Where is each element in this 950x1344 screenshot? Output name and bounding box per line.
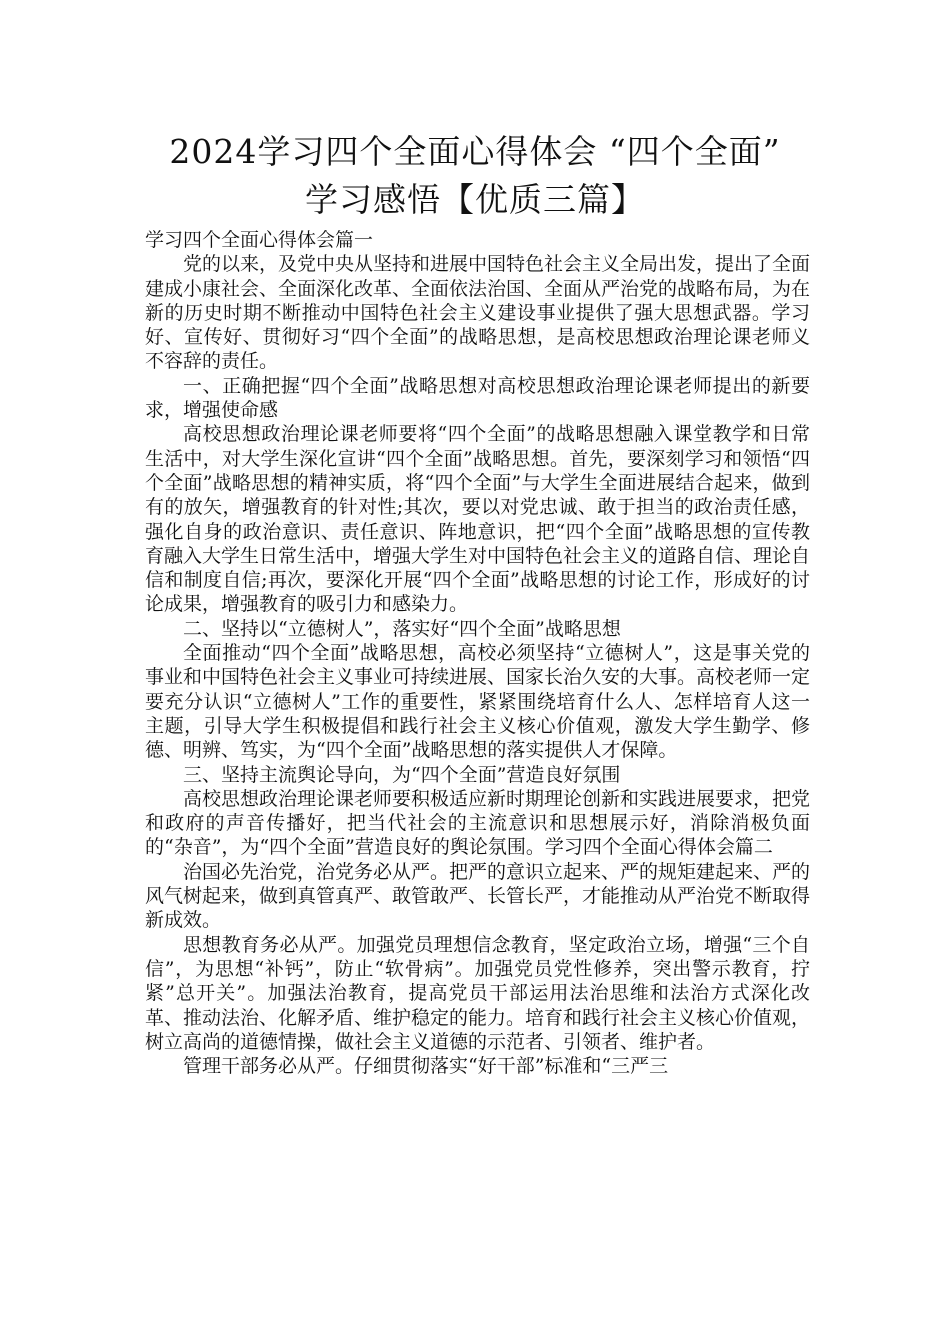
paragraph: 高校思想政治理论课老师要积极适应新时期理论创新和实践进展要求，把党和政府的声音传播好，把当代社会的主流意识和思想展示好，消除消极负面的“杂音”，为“四个全面”营造良好的舆论氛围。学习四个全面心得体会篇二	[145, 787, 811, 859]
section-heading-part-1: 学习四个全面心得体会篇一	[145, 229, 374, 251]
paragraph: 管理干部务必从严。仔细贯彻落实“好干部”标准和“三严三	[183, 1055, 669, 1078]
title-line-1: 2024学习四个全面心得体会 “四个全面”	[169, 132, 781, 171]
paragraph: 思想教育务必从严。加强党员理想信念教育，坚定政治立场，增强“三个自信”，为思想“补钙”，防止“软骨病”。加强党员党性修养，突出警示教育，拧紧”总开关”。加强法治教育，提高党员干部运用法治思维和法治方式深化改革、推动法治、化解矛盾、维护稳定的能力。培育和践行社会主义核心价值观，树立高尚的道德情操，做社会主义道德的示范者、引领者、维护者。	[145, 933, 811, 1053]
subheading: 三、坚持主流舆论导向，为“四个全面”营造良好氛围	[183, 763, 621, 786]
subheading: 一、正确把握“四个全面”战略思想对高校思想政治理论课老师提出的新要求，增强使命感	[145, 374, 810, 422]
title-line-2: 学习感悟【优质三篇】	[305, 180, 645, 219]
document-title	[100, 128, 850, 224]
paragraph: 治国必先治党，治党务必从严。把严的意识立起来、严的规矩建起来、严的风气树起来，做到真管真严、敢管敢严、长管长严，才能推动从严治党不断取得新成效。	[145, 860, 811, 932]
document-body	[145, 228, 810, 1078]
subheading: 二、坚持以“立德树人”，落实好“四个全面”战略思想	[183, 617, 621, 640]
paragraph: 高校思想政治理论课老师要将“四个全面”的战略思想融入课堂教学和日常生活中，对大学生深化宣讲“四个全面”战略思想。首先，要深刻学习和领悟“四个全面”战略思想的精神实质，将“四个全面”与大学生全面进展结合起来，做到有的放矢，增强教育的针对性;其次，要以对党忠诚、敢于担当的政治责任感，强化自身的政治意识、责任意识、阵地意识，把“四个全面”战略思想的宣传教育融入大学生日常生活中，增强大学生对中国特色社会主义的道路自信、理论自信和制度自信;再次，要深化开展“四个全面”战略思想的讨论工作，形成好的讨论成果，增强教育的吸引力和感染力。	[145, 423, 811, 616]
paragraph: 党的以来，及党中央从坚持和进展中国特色社会主义全局出发，提出了全面建成小康社会、全面深化改革、全面依法治国、全面从严治党的战略布局，为在新的历史时期不断推动中国特色社会主义建设事业提供了强大思想武器。学习好、宣传好、贯彻好习“四个全面”的战略思想，是高校思想政治理论课老师义不容辞的责任。	[145, 253, 811, 373]
paragraph: 全面推动“四个全面”战略思想，高校必须坚持“立德树人”，这是事关党的事业和中国特色社会主义事业可持续进展、国家长治久安的大事。高校老师一定要充分认识“立德树人”工作的重要性，紧紧围绕培育什么人、怎样培育人这一主题，引导大学生积极提倡和践行社会主义核心价值观，激发大学生勤学、修德、明辨、笃实，为“四个全面”战略思想的落实提供人才保障。	[145, 642, 811, 762]
